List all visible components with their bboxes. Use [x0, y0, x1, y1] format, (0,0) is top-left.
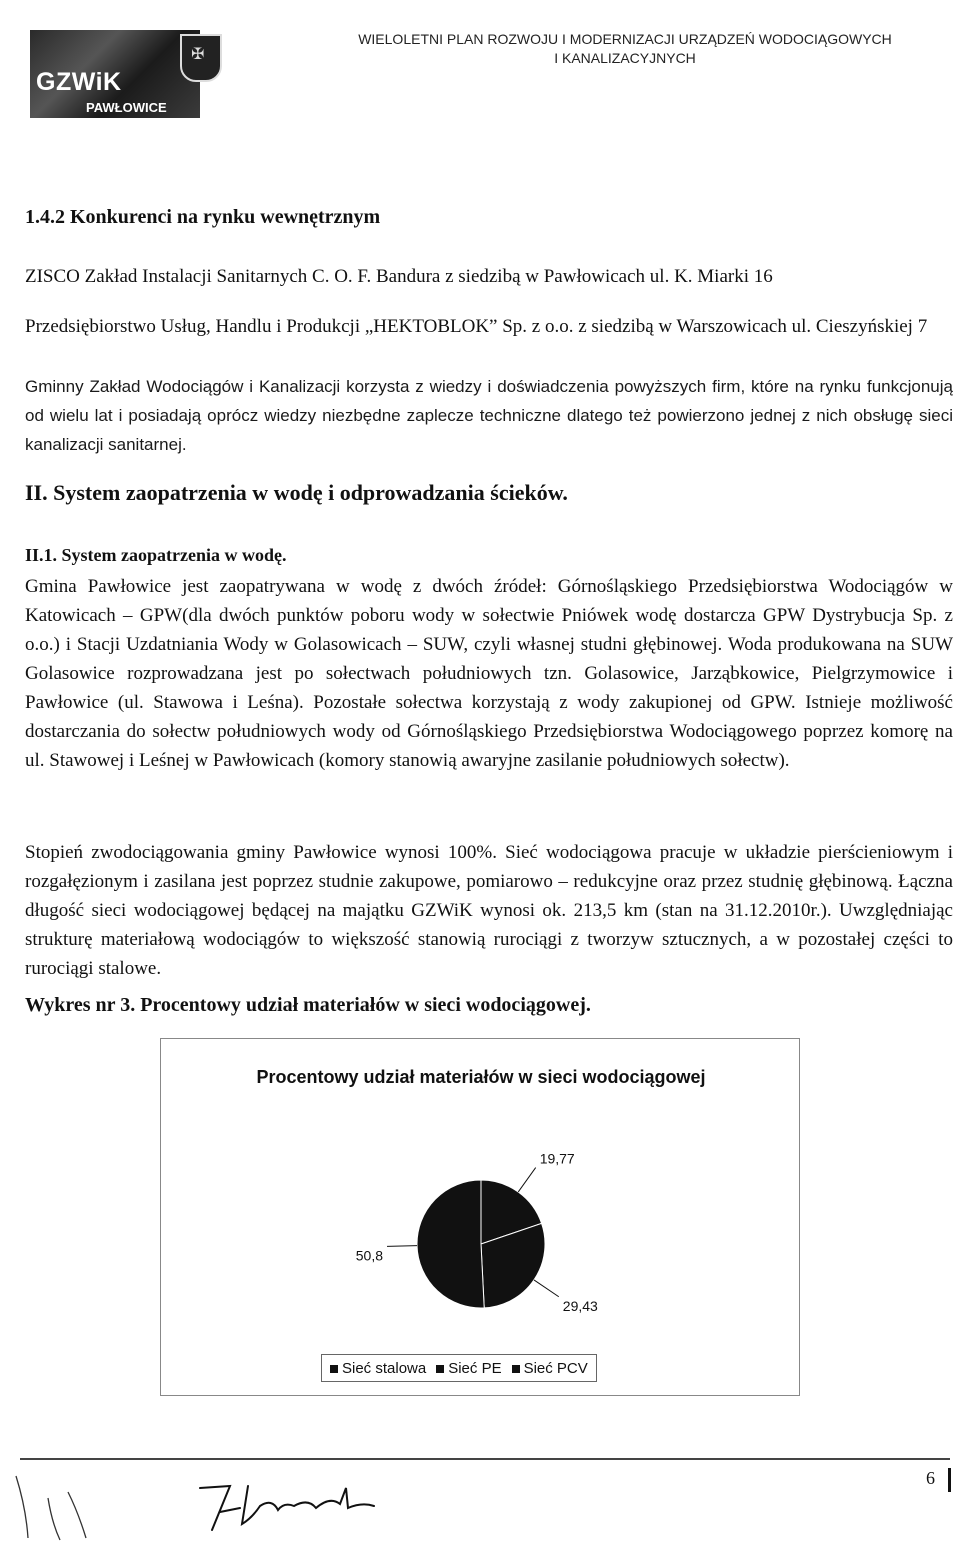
pie-data-label: 50,8 [355, 1247, 384, 1264]
document-header-title [300, 30, 950, 68]
pie-data-label: 19,77 [539, 1150, 575, 1167]
page-number-bar [948, 1468, 951, 1492]
legend-label: Sieć stalowa [342, 1359, 427, 1377]
legend-label: Sieć PCV [523, 1359, 588, 1377]
legend-item-steel [330, 1360, 426, 1377]
section-heading-II: II. System zaopatrzenia w wodę i odprowadzania ścieków. [25, 480, 568, 505]
coat-of-arms-icon: ✠ [180, 34, 222, 82]
chart-legend [321, 1354, 597, 1382]
water-supply-paragraph-1: Gmina Pawłowice jest zaopatrywana w wodę z dwóch źródeł: Górnośląskiego Przedsiębiorstwa Wodociągów w Katowicach – GPW(dla dwóch punktów poboru wody w sołectwie Pniówek wodę dostarcza GPW Dystrybucja Sp. z o.o.) i Stacji Uzdatniania Wody w Golasowicach – SUW, czyli własnej studni głębinowej. Woda produkowana na SUW Golasowice rozprowadzana jest po sołectwach południowych tzn. Golasowice, Jarząbkowice, Pielgrzymowice i Pawłowice (ul. Stawowa i Leśna). Pozostałe sołectwa korzystają z wody zakupionej od GPW. Istnieje możliwość dostarczania do sołectw południowych wody od Górnośląskiego Przedsiębiorstwa Wodociągowego poprzez komorę na ul. Stawowej i Leśnej w Pawłowicach (komory stanowią awaryjne zasilanie południowych sołectw). [25, 576, 953, 771]
subsection-heading-II1: II.1. System zaopatrzenia w wodę. [25, 545, 287, 565]
water-supply-paragraph-2: Stopień zwodociągowania gminy Pawłowice wynosi 100%. Sieć wodociągowa pracuje w układzie pierścieniowym i rozgałęzionym i zasilana jest poprzez studnie zakupowe, pomiarowo – redukcyjne oraz przez studnię głębinową. Łączna długość sieci wodociągowej będącej na majątku GZWiK wynosi ok. 213,5 km (stan na 31.12.2010r.). Uwzględniając strukturę materiałową wodociągów to większość stanowią rurociągi z tworzyw sztucznych, a w pozostałej części to rurociągi stalowe. [25, 842, 953, 979]
logo-text: GZWiK [36, 68, 122, 96]
legend-swatch-icon [512, 1365, 520, 1373]
data-label-leader-line [518, 1168, 535, 1192]
margin-mark-icon [8, 1468, 128, 1548]
chart-title: Procentowy udział materiałów w sieci wodociągowej [256, 1067, 706, 1087]
logo-subtext: PAWŁOWICE [86, 100, 167, 115]
footer-rule [20, 1458, 950, 1460]
legend-swatch-icon [436, 1365, 444, 1373]
competitors-paragraph: Gminny Zakład Wodociągów i Kanalizacji korzysta z wiedzy i doświadczenia powyższych firm, które na rynku funkcjonują od wielu lat i posiadają oprócz wiedzy niezbędne zaplecze techniczne dlatego też powierzono jednej z nich obsługę sieci kanalizacji sanitarnej. [25, 377, 953, 454]
handwritten-signature-icon [190, 1468, 410, 1538]
legend-label: Sieć PE [448, 1359, 502, 1377]
competitor-2: Przedsiębiorstwo Usług, Handlu i Produkcji „HEKTOBLOK” Sp. z o.o. z siedzibą w Warszowicach ul. Cieszyńskiej 7 [25, 316, 928, 337]
legend-swatch-icon [330, 1365, 338, 1373]
legend-item-pcv [512, 1360, 588, 1377]
section-heading-142: 1.4.2 Konkurenci na rynku wewnętrznym [25, 206, 381, 228]
data-label-leader-line [387, 1246, 417, 1247]
header-title-line1: WIELOLETNI PLAN ROZWOJU I MODERNIZACJI URZĄDZEŃ WODOCIĄGOWYCH [358, 31, 892, 47]
legend-item-pe [436, 1360, 501, 1377]
page-number: 6 [926, 1468, 935, 1488]
header-title-line2: I KANALIZACYJNYCH [554, 50, 696, 66]
pie-chart [161, 1039, 801, 1339]
data-label-leader-line [534, 1280, 559, 1297]
company-logo [30, 30, 205, 118]
pie-chart-frame [160, 1038, 800, 1396]
pie-slice-pcv [417, 1180, 484, 1308]
figure-caption: Wykres nr 3. Procentowy udział materiałów w sieci wodociągowej. [25, 994, 591, 1016]
pie-data-label: 29,43 [562, 1297, 598, 1314]
competitor-1: ZISCO Zakład Instalacji Sanitarnych C. O. F. Bandura z siedzibą w Pawłowicach ul. K. Miarki 16 [25, 266, 773, 287]
